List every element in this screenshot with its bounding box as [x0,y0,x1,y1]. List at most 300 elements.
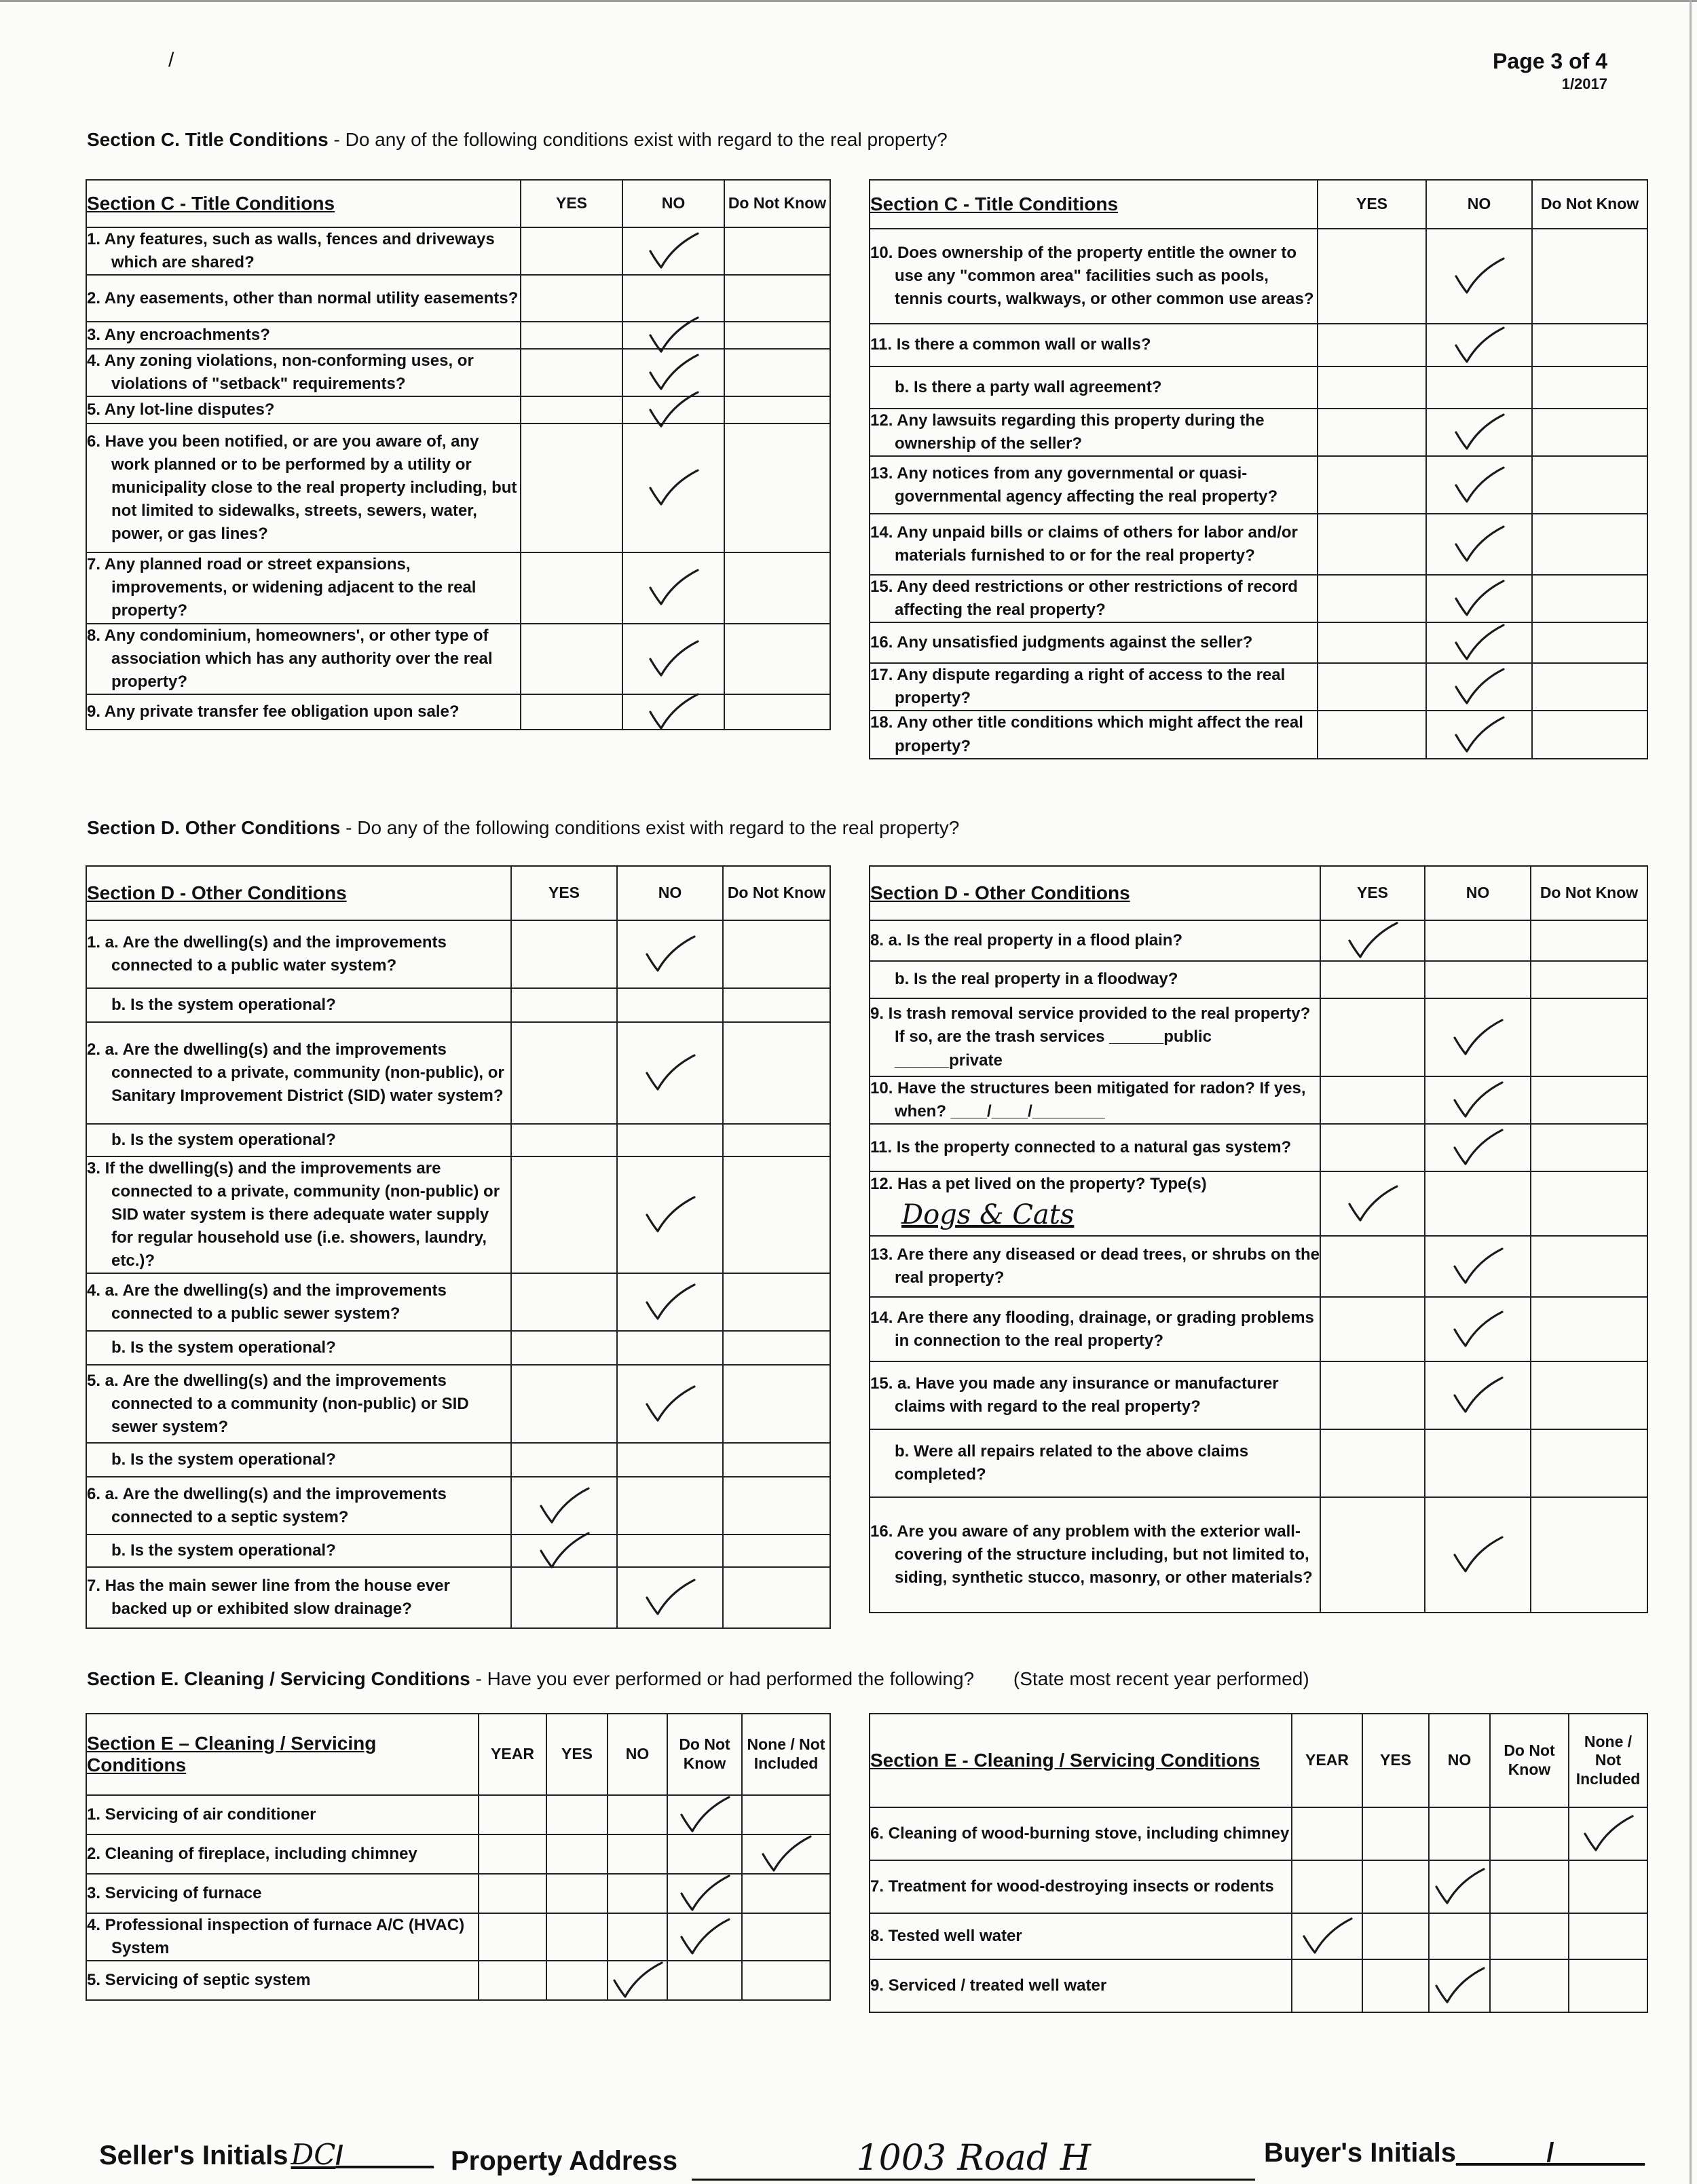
answer-cell-do-not-know[interactable] [723,1124,830,1156]
answer-cell-no[interactable] [1426,711,1532,758]
section-d-right-table [869,865,1648,1613]
checkmark-icon [1451,1127,1505,1168]
answer-cell-do-not-know[interactable] [1490,1807,1569,1860]
answer-cell-do-not-know[interactable] [1531,1236,1647,1297]
section-e-heading-text: - Have you ever performed or had performed the following? [470,1668,975,1689]
answer-cell-do-not-know[interactable] [1532,366,1647,409]
section-e-right-row [870,1959,1647,2012]
checkmark-icon [643,1282,697,1323]
section-c-heading-bold: Section C. Title Conditions [87,129,329,150]
answer-cell-no[interactable] [1426,622,1532,663]
answer-cell-yes[interactable] [521,552,622,623]
pet-types-value[interactable]: Dogs & Cats [901,1199,1075,1231]
answer-cell-yes[interactable] [1318,456,1426,514]
answer-cell-yes[interactable] [521,624,622,694]
answer-cell-yes[interactable] [521,322,622,349]
answer-cell-yes[interactable] [1318,229,1426,324]
question-text: 7. Treatment for wood-destroying insects or rodents [870,1877,1274,1896]
answer-cell-none-not-included[interactable] [742,1795,830,1834]
answer-cell-no[interactable] [617,1156,723,1273]
answer-cell-none-not-included[interactable] [742,1913,830,1961]
answer-cell-yes[interactable] [521,396,622,423]
answer-cell-do-not-know[interactable] [724,349,830,396]
answer-cell-no[interactable] [1426,575,1532,622]
section-c-left-question [86,275,521,322]
section-d-left-question [86,1156,511,1273]
page-number: Page 3 of 4 [1493,49,1607,73]
answer-cell-do-not-know[interactable] [1532,514,1647,575]
answer-cell-yes[interactable] [1318,622,1426,663]
section-d-right-question [870,961,1320,998]
answer-cell-no[interactable] [1426,229,1532,324]
answer-cell-yes[interactable] [546,1795,608,1834]
property-address-group [451,2138,1255,2181]
section-d-right-question [870,1497,1320,1613]
answer-cell-do-not-know[interactable] [1531,920,1647,961]
question-text: 16. Are you aware of any problem with the exterior wall-covering of the structure including, but not limited to, siding, synthetic stucco, masonry, or other materials? [870,1522,1313,1587]
section-c-right-row [870,409,1647,456]
answer-cell-yes[interactable] [511,988,617,1022]
answer-cell-yes[interactable] [521,423,622,552]
checkmark-icon [1452,325,1506,366]
section-c-left-col-header: Do Not Know [724,180,830,227]
answer-cell-no[interactable] [1426,366,1532,409]
answer-cell-do-not-know[interactable] [1531,1297,1647,1361]
buyer-initials-field[interactable]: ______/______ [1455,2138,1645,2168]
section-c-right-row [870,324,1647,366]
answer-cell-year[interactable] [1292,1913,1362,1959]
answer-cell-no[interactable] [1429,1913,1490,1959]
answer-cell-yes[interactable] [521,349,622,396]
answer-cell-do-not-know[interactable] [723,1365,830,1443]
section-c-right-question [870,622,1318,663]
answer-cell-yes[interactable] [511,920,617,988]
section-d-right-title-cell [870,866,1320,920]
answer-cell-do-not-know[interactable] [1532,622,1647,663]
answer-cell-do-not-know[interactable] [1532,711,1647,758]
answer-cell-yes[interactable] [511,1567,617,1628]
answer-cell-yes[interactable] [1320,1236,1425,1297]
answer-cell-yes[interactable] [511,1273,617,1331]
question-text: 17. Any dispute regarding a right of access to the real property? [870,666,1286,708]
section-c-right-col-header: YES [1318,180,1426,229]
section-d-left-row [86,988,830,1022]
section-c-right-question [870,366,1318,409]
answer-cell-yes[interactable] [1320,1297,1425,1361]
section-e-right-question [870,1807,1292,1860]
seller-initials-group: Seller's InitialsDC/______ [99,2138,434,2171]
answer-cell-yes[interactable] [1320,1497,1425,1613]
answer-cell-no[interactable] [1425,998,1531,1076]
section-c-left-table [86,179,831,730]
answer-cell-yes[interactable] [1318,324,1426,366]
answer-cell-no[interactable] [617,1477,723,1535]
section-c-right-row [870,366,1647,409]
section-d-right-row [870,1297,1647,1361]
question-text: 6. Cleaning of wood-burning stove, including chimney [870,1824,1290,1843]
section-d-left-row [86,1156,830,1273]
section-d-left-col-header: NO [617,866,723,920]
answer-cell-none-not-included[interactable] [1569,1807,1647,1860]
section-c-left-col-header: YES [521,180,622,227]
answer-cell-do-not-know[interactable] [1531,1124,1647,1171]
answer-cell-yes[interactable] [1362,1807,1429,1860]
answer-cell-do-not-know[interactable] [724,423,830,552]
answer-cell-no[interactable] [1426,663,1532,711]
answer-cell-yes[interactable] [511,1156,617,1273]
answer-cell-do-not-know[interactable] [1531,1497,1647,1613]
answer-cell-no[interactable] [622,322,724,349]
question-text: 10. Does ownership of the property entitle the owner to use any "common area" facilities such as pools, tennis courts, walkways, or other common use areas? [870,243,1314,309]
answer-cell-do-not-know[interactable] [723,1443,830,1477]
section-d-right-col-header: Do Not Know [1531,866,1647,920]
question-text: b. Is there a party wall agreement? [895,377,1162,396]
answer-cell-yes[interactable] [546,1913,608,1961]
answer-cell-yes[interactable] [1320,1429,1425,1497]
question-text: 14. Any unpaid bills or claims of others for labor and/or materials furnished to or for the real property? [870,523,1298,565]
question-text: 5. Any lot-line disputes? [87,400,275,419]
answer-cell-yes[interactable] [546,1874,608,1913]
section-e-right-title: Section E - Cleaning / Servicing Conditions [870,1750,1261,1771]
section-d-right-row [870,1497,1647,1613]
answer-cell-no[interactable] [617,988,723,1022]
section-d-right-row [870,920,1647,961]
answer-cell-year[interactable] [479,1834,546,1874]
scan-top-edge [0,0,1697,2]
section-e-left-question [86,1961,479,2000]
section-e-right-row [870,1913,1647,1959]
section-c-left-row [86,275,830,322]
answer-cell-yes[interactable] [521,227,622,275]
answer-cell-no[interactable] [617,1331,723,1365]
answer-cell-no[interactable] [1425,1171,1531,1236]
answer-cell-no[interactable] [1425,1297,1531,1361]
answer-cell-do-not-know[interactable] [724,322,830,349]
answer-cell-do-not-know[interactable] [667,1913,742,1961]
section-d-left-header-row [86,866,830,920]
answer-cell-do-not-know[interactable] [1531,1361,1647,1429]
answer-cell-do-not-know[interactable] [1531,961,1647,998]
question-text: 4. a. Are the dwelling(s) and the improvements connected to a public sewer system? [87,1281,447,1323]
answer-cell-year[interactable] [479,1795,546,1834]
question-text: b. Were all repairs related to the above claims completed? [895,1442,1249,1484]
answer-cell-do-not-know[interactable] [1490,1913,1569,1959]
section-c-left-header-row [86,180,830,227]
section-c-right-question [870,409,1318,456]
answer-cell-no[interactable] [622,624,724,694]
answer-cell-yes[interactable] [1318,409,1426,456]
answer-cell-do-not-know[interactable] [1532,229,1647,324]
section-d-left-row [86,1567,830,1628]
question-text: b. Is the system operational? [111,1338,336,1357]
answer-cell-yes[interactable] [511,1124,617,1156]
checkmark-icon [610,1960,665,2001]
checkmark-icon [677,1873,732,1914]
section-e-left-col-header: Do Not Know [667,1714,742,1795]
answer-cell-do-not-know[interactable] [724,275,830,322]
section-e-left-question [86,1834,479,1874]
question-text: 2. Any easements, other than normal utility easements? [87,288,519,307]
answer-cell-none-not-included[interactable] [742,1834,830,1874]
answer-cell-do-not-know[interactable] [1531,998,1647,1076]
question-text: 8. Tested well water [870,1926,1022,1945]
answer-cell-do-not-know[interactable] [723,920,830,988]
section-c-left-question [86,552,521,623]
answer-cell-no[interactable] [608,1913,667,1961]
answer-cell-year[interactable] [479,1913,546,1961]
answer-cell-yes[interactable] [1318,663,1426,711]
answer-cell-no[interactable] [1425,961,1531,998]
section-c-right-question [870,229,1318,324]
checkmark-icon [643,1053,697,1093]
checkmark-icon [646,692,701,732]
answer-cell-do-not-know[interactable] [724,396,830,423]
answer-cell-none-not-included[interactable] [1569,1959,1647,2012]
answer-cell-no[interactable] [608,1834,667,1874]
answer-cell-do-not-know[interactable] [1531,1171,1647,1236]
section-d-left-question [86,1443,511,1477]
page-header [1493,49,1607,93]
answer-cell-do-not-know[interactable] [724,694,830,730]
answer-cell-yes[interactable] [521,275,622,322]
checkmark-icon [1452,524,1506,565]
section-c-right-question [870,514,1318,575]
answer-cell-do-not-know[interactable] [1532,456,1647,514]
answer-cell-no[interactable] [1426,409,1532,456]
answer-cell-no[interactable] [617,1535,723,1567]
section-c-left-question [86,396,521,423]
answer-cell-yes[interactable] [546,1834,608,1874]
answer-cell-yes[interactable] [1318,514,1426,575]
answer-cell-no[interactable] [617,1365,723,1443]
answer-cell-no[interactable] [1425,1361,1531,1429]
section-e-left-row [86,1961,830,2000]
answer-cell-no[interactable] [617,1273,723,1331]
answer-cell-yes[interactable] [1320,998,1425,1076]
property-address-value[interactable]: 1003 Road H [856,2138,1092,2179]
answer-cell-do-not-know[interactable] [723,988,830,1022]
section-d-left-question [86,1365,511,1443]
answer-cell-yes[interactable] [511,1331,617,1365]
answer-cell-yes[interactable] [1320,961,1425,998]
answer-cell-do-not-know[interactable] [723,1567,830,1628]
answer-cell-do-not-know[interactable] [723,1273,830,1331]
answer-cell-no[interactable] [622,227,724,275]
answer-cell-no[interactable] [1425,920,1531,961]
section-c-right-row [870,663,1647,711]
section-e-left-row [86,1795,830,1834]
section-d-right-question [870,920,1320,961]
answer-cell-yes[interactable] [546,1961,608,2000]
answer-cell-do-not-know[interactable] [667,1795,742,1834]
section-e-right-question [870,1959,1292,2012]
answer-cell-no[interactable] [1425,1497,1531,1613]
section-c-left-question [86,694,521,730]
answer-cell-no[interactable] [1429,1959,1490,2012]
answer-cell-yes[interactable] [511,1365,617,1443]
answer-cell-yes[interactable] [1318,366,1426,409]
answer-cell-no[interactable] [1426,514,1532,575]
section-e-right-question [870,1913,1292,1959]
answer-cell-do-not-know[interactable] [667,1834,742,1874]
section-d-left-question [86,1477,511,1535]
checkmark-icon [1452,412,1506,453]
answer-cell-none-not-included[interactable] [742,1874,830,1913]
section-d-right-title: Section D - Other Conditions [870,882,1130,903]
answer-cell-no[interactable] [608,1961,667,2000]
answer-cell-do-not-know[interactable] [724,624,830,694]
answer-cell-no[interactable] [622,694,724,730]
answer-cell-no[interactable] [622,423,724,552]
section-d-left-row [86,1443,830,1477]
question-text: 14. Are there any flooding, drainage, or grading problems in connection to the real property? [870,1308,1314,1350]
question-text: 5. a. Are the dwelling(s) and the improvements connected to a community (non-public) or SID sewer system? [87,1371,469,1436]
checkmark-icon [1451,1375,1505,1416]
answer-cell-no[interactable] [1426,324,1532,366]
section-c-right-row [870,575,1647,622]
seller-initials-label: Seller's Initials [99,2141,288,2170]
answer-cell-do-not-know[interactable] [1490,1959,1569,2012]
checkmark-icon [759,1834,813,1875]
section-d-right-row [870,1171,1647,1236]
answer-cell-no[interactable] [1425,1429,1531,1497]
answer-cell-do-not-know[interactable] [1532,324,1647,366]
checkmark-icon [1452,666,1506,707]
answer-cell-no[interactable] [622,552,724,623]
answer-cell-yes[interactable] [511,1022,617,1124]
answer-cell-none-not-included[interactable] [1569,1860,1647,1913]
answer-cell-no[interactable] [1425,1124,1531,1171]
answer-cell-no[interactable] [608,1795,667,1834]
answer-cell-yes[interactable] [1318,711,1426,758]
checkmark-icon [537,1530,591,1571]
answer-cell-do-not-know[interactable] [1490,1860,1569,1913]
answer-cell-do-not-know[interactable] [667,1961,742,2000]
section-d-left-row [86,1022,830,1124]
checkmark-icon [643,1194,697,1235]
checkmark-icon [677,1917,732,1957]
answer-cell-do-not-know[interactable] [1532,663,1647,711]
answer-cell-yes[interactable] [1320,1361,1425,1429]
answer-cell-yes[interactable] [1318,575,1426,622]
section-e-left-title-cell [86,1714,479,1795]
answer-cell-year[interactable] [479,1874,546,1913]
checkmark-icon [1300,1916,1354,1957]
answer-cell-yes[interactable] [1362,1860,1429,1913]
answer-cell-year[interactable] [1292,1959,1362,2012]
answer-cell-yes[interactable] [511,1477,617,1535]
checkmark-icon [1432,1866,1487,1907]
answer-cell-do-not-know[interactable] [723,1022,830,1124]
answer-cell-no[interactable] [1425,1076,1531,1124]
section-e-right-col-header: YES [1362,1714,1429,1807]
section-e-right-title-cell [870,1714,1292,1807]
question-text: 10. Have the structures been mitigated for radon? If yes, when? ____/____/________ [870,1079,1306,1121]
checkmark-icon [1451,1246,1505,1287]
section-d-left-row [86,920,830,988]
answer-cell-yes[interactable] [1362,1913,1429,1959]
checkmark-icon [1432,1965,1487,2006]
answer-cell-no[interactable] [617,920,723,988]
answer-cell-do-not-know[interactable] [723,1535,830,1567]
answer-cell-no[interactable] [617,1124,723,1156]
answer-cell-do-not-know[interactable] [1531,1076,1647,1124]
answer-cell-do-not-know[interactable] [667,1874,742,1913]
scan-right-edge [1690,0,1692,2184]
section-e-left-question [86,1913,479,1961]
checkmark-icon [677,1794,732,1835]
answer-cell-do-not-know[interactable] [723,1477,830,1535]
answer-cell-no[interactable] [617,1022,723,1124]
answer-cell-yes[interactable] [511,1443,617,1477]
answer-cell-yes[interactable] [1320,1171,1425,1236]
answer-cell-no[interactable] [608,1874,667,1913]
answer-cell-do-not-know[interactable] [1531,1429,1647,1497]
question-text: 5. Servicing of septic system [87,1971,311,1990]
answer-cell-no[interactable] [1429,1807,1490,1860]
answer-cell-none-not-included[interactable] [1569,1913,1647,1959]
checkmark-icon [1452,578,1506,619]
answer-cell-do-not-know[interactable] [1532,409,1647,456]
seller-initials-value[interactable]: DC [291,2138,336,2171]
section-d-left-question [86,1535,511,1567]
answer-cell-yes[interactable] [1320,1124,1425,1171]
section-d-left-question [86,1331,511,1365]
section-e-left-row [86,1834,830,1874]
answer-cell-do-not-know[interactable] [724,227,830,275]
section-d-right-row [870,1429,1647,1497]
section-d-right-question [870,1361,1320,1429]
section-c-left-question [86,349,521,396]
section-c-right-col-header: Do Not Know [1532,180,1647,229]
answer-cell-do-not-know[interactable] [723,1156,830,1273]
answer-cell-do-not-know[interactable] [724,552,830,623]
question-text: 12. Has a pet lived on the property? Type(s) Dogs & Cats [870,1175,1207,1231]
answer-cell-do-not-know[interactable] [723,1331,830,1365]
answer-cell-year[interactable] [1292,1860,1362,1913]
checkmark-icon [1452,256,1506,297]
section-c-left-row [86,227,830,275]
property-address-label: Property Address [451,2146,678,2176]
answer-cell-yes[interactable] [1320,920,1425,961]
section-d-right-row [870,1361,1647,1429]
answer-cell-none-not-included[interactable] [742,1961,830,2000]
answer-cell-no[interactable] [1429,1860,1490,1913]
answer-cell-do-not-know[interactable] [1532,575,1647,622]
answer-cell-no[interactable] [622,396,724,423]
question-text: 2. a. Are the dwelling(s) and the improvements connected to a private, community (non-public), or Sanitary Improvement District (SID) water system? [87,1040,504,1106]
section-d-right-row [870,1236,1647,1297]
answer-cell-yes[interactable] [1362,1959,1429,2012]
section-d-left-question [86,988,511,1022]
answer-cell-yes[interactable] [521,694,622,730]
section-c-left-col-header: NO [622,180,724,227]
checkmark-icon [1452,465,1506,506]
answer-cell-no[interactable] [617,1567,723,1628]
answer-cell-yes[interactable] [511,1535,617,1567]
question-text: 3. If the dwelling(s) and the improvements are connected to a private, community (non-public) or SID water system is there adequate water supply for regular household use (i.e. showers, laundry, etc.)? [87,1159,500,1270]
answer-cell-year[interactable] [1292,1807,1362,1860]
section-d-left-row [86,1273,830,1331]
checkmark-icon [646,567,701,608]
answer-cell-no[interactable] [1426,456,1532,514]
answer-cell-no[interactable] [1425,1236,1531,1297]
answer-cell-year[interactable] [479,1961,546,2000]
answer-cell-yes[interactable] [1320,1076,1425,1124]
section-d-left-question [86,1273,511,1331]
answer-cell-no[interactable] [617,1443,723,1477]
question-text: 8. a. Is the real property in a flood plain? [870,930,1183,949]
